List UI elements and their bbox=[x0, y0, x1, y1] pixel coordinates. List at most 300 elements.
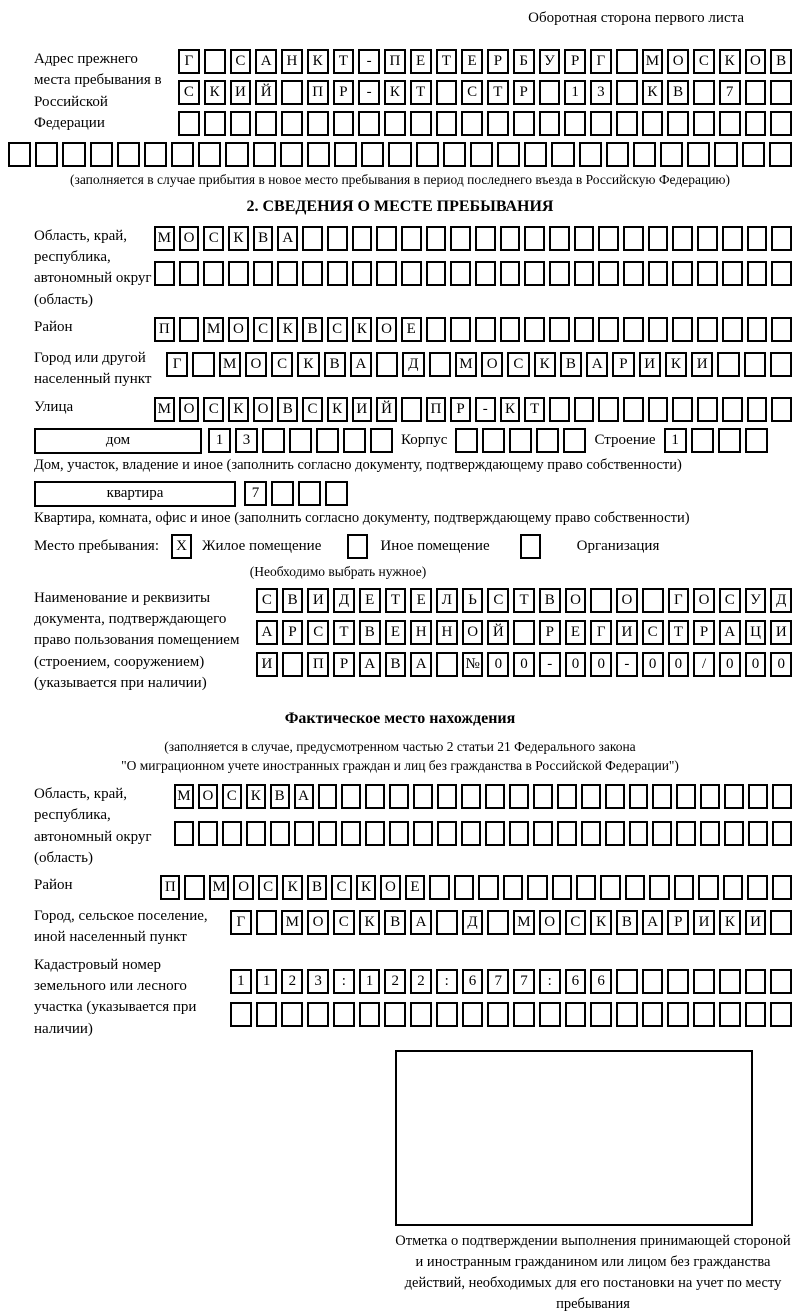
char-cell[interactable]: В bbox=[770, 49, 792, 74]
char-cell[interactable] bbox=[581, 784, 601, 809]
char-cell[interactable] bbox=[478, 875, 498, 900]
char-cell[interactable]: Р bbox=[693, 620, 715, 645]
char-cell[interactable] bbox=[90, 142, 113, 167]
char-cell[interactable] bbox=[461, 784, 481, 809]
char-cell[interactable]: А bbox=[586, 352, 608, 377]
char-cell[interactable]: В bbox=[282, 588, 304, 613]
char-cell[interactable]: Р bbox=[450, 397, 471, 422]
region-row-1[interactable] bbox=[154, 226, 792, 251]
char-cell[interactable] bbox=[719, 111, 741, 136]
char-cell[interactable] bbox=[660, 142, 683, 167]
char-cell[interactable] bbox=[667, 1002, 689, 1027]
char-cell[interactable]: А bbox=[410, 652, 432, 677]
char-cell[interactable] bbox=[623, 317, 644, 342]
char-cell[interactable]: Г bbox=[166, 352, 188, 377]
char-cell[interactable]: И bbox=[770, 620, 792, 645]
char-cell[interactable] bbox=[198, 142, 221, 167]
char-cell[interactable] bbox=[552, 875, 572, 900]
char-cell[interactable] bbox=[747, 317, 768, 342]
char-cell[interactable] bbox=[719, 969, 741, 994]
apartment-number-row[interactable] bbox=[244, 481, 348, 506]
city-row[interactable] bbox=[166, 352, 792, 377]
char-cell[interactable]: Г bbox=[230, 910, 252, 935]
char-cell[interactable]: С bbox=[507, 352, 529, 377]
char-cell[interactable] bbox=[281, 1002, 303, 1027]
char-cell[interactable]: № bbox=[462, 652, 484, 677]
char-cell[interactable]: О bbox=[616, 588, 638, 613]
char-cell[interactable] bbox=[691, 428, 714, 453]
char-cell[interactable]: П bbox=[154, 317, 175, 342]
char-cell[interactable]: С bbox=[307, 620, 329, 645]
char-cell[interactable] bbox=[401, 261, 422, 286]
char-cell[interactable] bbox=[316, 428, 339, 453]
char-cell[interactable] bbox=[674, 875, 694, 900]
char-cell[interactable]: П bbox=[384, 49, 406, 74]
char-cell[interactable] bbox=[280, 142, 303, 167]
char-cell[interactable]: К bbox=[352, 317, 373, 342]
cadastral-row-2[interactable] bbox=[230, 1002, 792, 1027]
char-cell[interactable] bbox=[581, 821, 601, 846]
char-cell[interactable]: Г bbox=[178, 49, 200, 74]
char-cell[interactable] bbox=[745, 111, 767, 136]
char-cell[interactable] bbox=[436, 111, 458, 136]
char-cell[interactable] bbox=[524, 142, 547, 167]
char-cell[interactable] bbox=[772, 784, 792, 809]
char-cell[interactable] bbox=[294, 821, 314, 846]
char-cell[interactable] bbox=[648, 226, 669, 251]
district-row[interactable] bbox=[154, 317, 792, 342]
char-cell[interactable] bbox=[693, 1002, 715, 1027]
char-cell[interactable] bbox=[289, 428, 312, 453]
char-cell[interactable] bbox=[687, 142, 710, 167]
char-cell[interactable] bbox=[598, 397, 619, 422]
char-cell[interactable] bbox=[352, 226, 373, 251]
char-cell[interactable]: Т bbox=[410, 80, 432, 105]
char-cell[interactable] bbox=[401, 226, 422, 251]
char-cell[interactable] bbox=[747, 226, 768, 251]
char-cell[interactable]: С bbox=[256, 588, 278, 613]
char-cell[interactable] bbox=[487, 111, 509, 136]
char-cell[interactable] bbox=[333, 1002, 355, 1027]
char-cell[interactable] bbox=[307, 142, 330, 167]
char-cell[interactable]: 0 bbox=[487, 652, 509, 677]
char-cell[interactable]: К bbox=[228, 397, 249, 422]
char-cell[interactable]: И bbox=[691, 352, 713, 377]
char-cell[interactable]: С bbox=[693, 49, 715, 74]
char-cell[interactable]: Н bbox=[436, 620, 458, 645]
char-cell[interactable] bbox=[256, 1002, 278, 1027]
char-cell[interactable] bbox=[723, 875, 743, 900]
char-cell[interactable]: К bbox=[307, 49, 329, 74]
char-cell[interactable]: О bbox=[462, 620, 484, 645]
char-cell[interactable] bbox=[693, 111, 715, 136]
char-cell[interactable] bbox=[230, 1002, 252, 1027]
char-cell[interactable] bbox=[579, 142, 602, 167]
char-cell[interactable] bbox=[327, 261, 348, 286]
char-cell[interactable]: Е bbox=[461, 49, 483, 74]
char-cell[interactable] bbox=[426, 261, 447, 286]
char-cell[interactable] bbox=[450, 261, 471, 286]
char-cell[interactable] bbox=[500, 261, 521, 286]
char-cell[interactable]: О bbox=[245, 352, 267, 377]
char-cell[interactable]: К bbox=[327, 397, 348, 422]
char-cell[interactable]: К bbox=[228, 226, 249, 251]
char-cell[interactable] bbox=[436, 1002, 458, 1027]
char-cell[interactable] bbox=[376, 261, 397, 286]
char-cell[interactable]: 6 bbox=[565, 969, 587, 994]
char-cell[interactable] bbox=[770, 111, 792, 136]
char-cell[interactable]: Ь bbox=[462, 588, 484, 613]
char-cell[interactable] bbox=[745, 1002, 767, 1027]
char-cell[interactable] bbox=[722, 397, 743, 422]
char-cell[interactable]: В bbox=[667, 80, 689, 105]
char-cell[interactable] bbox=[318, 821, 338, 846]
char-cell[interactable]: К bbox=[277, 317, 298, 342]
char-cell[interactable]: И bbox=[352, 397, 373, 422]
char-cell[interactable] bbox=[413, 784, 433, 809]
char-cell[interactable] bbox=[600, 875, 620, 900]
char-cell[interactable] bbox=[770, 1002, 792, 1027]
char-cell[interactable]: Д bbox=[770, 588, 792, 613]
char-cell[interactable] bbox=[574, 226, 595, 251]
char-cell[interactable]: 7 bbox=[487, 969, 509, 994]
char-cell[interactable] bbox=[500, 317, 521, 342]
char-cell[interactable]: Й bbox=[487, 620, 509, 645]
char-cell[interactable] bbox=[461, 821, 481, 846]
char-cell[interactable] bbox=[590, 111, 612, 136]
char-cell[interactable] bbox=[590, 1002, 612, 1027]
korpus-row[interactable] bbox=[455, 428, 586, 453]
char-cell[interactable]: 0 bbox=[590, 652, 612, 677]
char-cell[interactable] bbox=[717, 352, 739, 377]
char-cell[interactable] bbox=[772, 821, 792, 846]
char-cell[interactable] bbox=[616, 111, 638, 136]
char-cell[interactable] bbox=[436, 910, 458, 935]
char-cell[interactable] bbox=[253, 261, 274, 286]
char-cell[interactable] bbox=[416, 142, 439, 167]
checkbox-organization[interactable] bbox=[520, 534, 541, 559]
char-cell[interactable] bbox=[565, 1002, 587, 1027]
char-cell[interactable]: К bbox=[719, 910, 741, 935]
char-cell[interactable] bbox=[771, 261, 792, 286]
char-cell[interactable] bbox=[277, 261, 298, 286]
char-cell[interactable]: А bbox=[277, 226, 298, 251]
char-cell[interactable]: 2 bbox=[410, 969, 432, 994]
char-cell[interactable]: 6 bbox=[462, 969, 484, 994]
char-cell[interactable]: У bbox=[539, 49, 561, 74]
char-cell[interactable]: К bbox=[297, 352, 319, 377]
actual-city-row[interactable] bbox=[230, 910, 792, 935]
char-cell[interactable] bbox=[117, 142, 140, 167]
char-cell[interactable] bbox=[487, 910, 509, 935]
char-cell[interactable] bbox=[437, 784, 457, 809]
char-cell[interactable] bbox=[513, 1002, 535, 1027]
document-row-2[interactable] bbox=[256, 620, 792, 645]
char-cell[interactable] bbox=[724, 821, 744, 846]
char-cell[interactable]: Т bbox=[668, 620, 690, 645]
char-cell[interactable]: И bbox=[639, 352, 661, 377]
char-cell[interactable] bbox=[549, 317, 570, 342]
char-cell[interactable]: - bbox=[358, 80, 380, 105]
char-cell[interactable]: Д bbox=[333, 588, 355, 613]
char-cell[interactable] bbox=[722, 317, 743, 342]
char-cell[interactable] bbox=[605, 821, 625, 846]
char-cell[interactable]: У bbox=[745, 588, 767, 613]
char-cell[interactable] bbox=[144, 142, 167, 167]
char-cell[interactable] bbox=[536, 428, 559, 453]
char-cell[interactable] bbox=[533, 821, 553, 846]
char-cell[interactable]: М bbox=[174, 784, 194, 809]
char-cell[interactable]: С bbox=[258, 875, 278, 900]
char-cell[interactable]: 0 bbox=[719, 652, 741, 677]
char-cell[interactable] bbox=[524, 261, 545, 286]
char-cell[interactable] bbox=[606, 142, 629, 167]
char-cell[interactable]: Р bbox=[333, 80, 355, 105]
char-cell[interactable] bbox=[714, 142, 737, 167]
char-cell[interactable] bbox=[307, 111, 329, 136]
char-cell[interactable] bbox=[770, 910, 792, 935]
char-cell[interactable] bbox=[672, 261, 693, 286]
char-cell[interactable] bbox=[376, 226, 397, 251]
char-cell[interactable]: 0 bbox=[745, 652, 767, 677]
char-cell[interactable] bbox=[450, 226, 471, 251]
char-cell[interactable] bbox=[524, 317, 545, 342]
char-cell[interactable]: В bbox=[253, 226, 274, 251]
char-cell[interactable]: М bbox=[209, 875, 229, 900]
char-cell[interactable] bbox=[770, 352, 792, 377]
char-cell[interactable] bbox=[748, 821, 768, 846]
char-cell[interactable]: В bbox=[560, 352, 582, 377]
char-cell[interactable] bbox=[598, 261, 619, 286]
char-cell[interactable] bbox=[551, 142, 574, 167]
char-cell[interactable]: Е bbox=[385, 620, 407, 645]
char-cell[interactable] bbox=[500, 226, 521, 251]
char-cell[interactable]: Г bbox=[668, 588, 690, 613]
char-cell[interactable] bbox=[642, 1002, 664, 1027]
char-cell[interactable]: К bbox=[590, 910, 612, 935]
char-cell[interactable]: В bbox=[359, 620, 381, 645]
char-cell[interactable] bbox=[747, 397, 768, 422]
char-cell[interactable]: К bbox=[246, 784, 266, 809]
char-cell[interactable] bbox=[769, 142, 792, 167]
char-cell[interactable]: Р bbox=[539, 620, 561, 645]
char-cell[interactable] bbox=[672, 317, 693, 342]
char-cell[interactable] bbox=[590, 588, 612, 613]
char-cell[interactable] bbox=[745, 969, 767, 994]
char-cell[interactable]: К bbox=[500, 397, 521, 422]
char-cell[interactable]: А bbox=[642, 910, 664, 935]
char-cell[interactable] bbox=[616, 80, 638, 105]
char-cell[interactable]: С bbox=[271, 352, 293, 377]
char-cell[interactable]: Т bbox=[487, 80, 509, 105]
char-cell[interactable]: / bbox=[693, 652, 715, 677]
char-cell[interactable] bbox=[616, 49, 638, 74]
char-cell[interactable]: Р bbox=[564, 49, 586, 74]
char-cell[interactable] bbox=[475, 226, 496, 251]
char-cell[interactable]: В bbox=[277, 397, 298, 422]
char-cell[interactable]: Г bbox=[590, 49, 612, 74]
char-cell[interactable]: 0 bbox=[668, 652, 690, 677]
char-cell[interactable]: - bbox=[539, 652, 561, 677]
char-cell[interactable] bbox=[771, 397, 792, 422]
char-cell[interactable]: П bbox=[160, 875, 180, 900]
char-cell[interactable]: Й bbox=[255, 80, 277, 105]
char-cell[interactable] bbox=[436, 80, 458, 105]
char-cell[interactable]: О bbox=[179, 397, 200, 422]
char-cell[interactable]: 7 bbox=[719, 80, 741, 105]
char-cell[interactable]: Д bbox=[402, 352, 424, 377]
char-cell[interactable] bbox=[282, 652, 304, 677]
char-cell[interactable] bbox=[179, 261, 200, 286]
char-cell[interactable] bbox=[667, 969, 689, 994]
char-cell[interactable]: 3 bbox=[590, 80, 612, 105]
document-row-1[interactable] bbox=[256, 588, 792, 613]
char-cell[interactable]: С bbox=[333, 910, 355, 935]
char-cell[interactable]: М bbox=[219, 352, 241, 377]
char-cell[interactable]: О bbox=[667, 49, 689, 74]
char-cell[interactable] bbox=[271, 481, 294, 506]
char-cell[interactable]: 3 bbox=[235, 428, 258, 453]
char-cell[interactable]: : bbox=[333, 969, 355, 994]
char-cell[interactable] bbox=[648, 317, 669, 342]
char-cell[interactable]: 0 bbox=[642, 652, 664, 677]
char-cell[interactable]: Ц bbox=[745, 620, 767, 645]
char-cell[interactable]: В bbox=[539, 588, 561, 613]
char-cell[interactable] bbox=[384, 111, 406, 136]
char-cell[interactable]: А bbox=[350, 352, 372, 377]
char-cell[interactable]: Т bbox=[436, 49, 458, 74]
char-cell[interactable]: Т bbox=[513, 588, 535, 613]
char-cell[interactable] bbox=[697, 317, 718, 342]
char-cell[interactable] bbox=[179, 317, 200, 342]
char-cell[interactable] bbox=[503, 875, 523, 900]
char-cell[interactable] bbox=[598, 317, 619, 342]
char-cell[interactable]: М bbox=[455, 352, 477, 377]
char-cell[interactable]: - bbox=[475, 397, 496, 422]
apartment-type-box[interactable]: квартира bbox=[34, 481, 236, 507]
char-cell[interactable] bbox=[748, 784, 768, 809]
char-cell[interactable] bbox=[527, 875, 547, 900]
char-cell[interactable] bbox=[401, 397, 422, 422]
char-cell[interactable]: : bbox=[539, 969, 561, 994]
char-cell[interactable] bbox=[549, 226, 570, 251]
char-cell[interactable] bbox=[539, 1002, 561, 1027]
char-cell[interactable] bbox=[724, 784, 744, 809]
char-cell[interactable] bbox=[747, 261, 768, 286]
char-cell[interactable] bbox=[557, 821, 577, 846]
char-cell[interactable] bbox=[255, 111, 277, 136]
char-cell[interactable]: С bbox=[230, 49, 252, 74]
char-cell[interactable] bbox=[341, 784, 361, 809]
char-cell[interactable]: Т bbox=[385, 588, 407, 613]
char-cell[interactable] bbox=[633, 142, 656, 167]
char-cell[interactable]: Н bbox=[410, 620, 432, 645]
stroenie-row[interactable] bbox=[664, 428, 768, 453]
char-cell[interactable]: К bbox=[282, 875, 302, 900]
char-cell[interactable]: - bbox=[358, 49, 380, 74]
char-cell[interactable] bbox=[429, 352, 451, 377]
char-cell[interactable] bbox=[361, 142, 384, 167]
char-cell[interactable]: С bbox=[461, 80, 483, 105]
char-cell[interactable] bbox=[700, 821, 720, 846]
char-cell[interactable]: О bbox=[380, 875, 400, 900]
char-cell[interactable]: Р bbox=[667, 910, 689, 935]
char-cell[interactable] bbox=[352, 261, 373, 286]
char-cell[interactable]: С bbox=[642, 620, 664, 645]
char-cell[interactable]: 1 bbox=[256, 969, 278, 994]
char-cell[interactable] bbox=[389, 821, 409, 846]
char-cell[interactable] bbox=[388, 142, 411, 167]
char-cell[interactable] bbox=[539, 80, 561, 105]
char-cell[interactable] bbox=[62, 142, 85, 167]
char-cell[interactable]: К bbox=[204, 80, 226, 105]
char-cell[interactable]: О bbox=[481, 352, 503, 377]
char-cell[interactable]: Р bbox=[487, 49, 509, 74]
char-cell[interactable]: 7 bbox=[513, 969, 535, 994]
char-cell[interactable] bbox=[370, 428, 393, 453]
house-number-row[interactable] bbox=[208, 428, 393, 453]
char-cell[interactable] bbox=[605, 784, 625, 809]
char-cell[interactable]: О bbox=[745, 49, 767, 74]
char-cell[interactable] bbox=[623, 397, 644, 422]
char-cell[interactable] bbox=[307, 1002, 329, 1027]
char-cell[interactable] bbox=[470, 142, 493, 167]
char-cell[interactable] bbox=[203, 261, 224, 286]
char-cell[interactable]: И bbox=[256, 652, 278, 677]
char-cell[interactable] bbox=[462, 1002, 484, 1027]
char-cell[interactable] bbox=[270, 821, 290, 846]
char-cell[interactable]: Е bbox=[401, 317, 422, 342]
char-cell[interactable]: 1 bbox=[564, 80, 586, 105]
char-cell[interactable] bbox=[549, 397, 570, 422]
prev-address-row-2[interactable] bbox=[178, 80, 792, 105]
char-cell[interactable] bbox=[450, 317, 471, 342]
actual-district-row[interactable] bbox=[160, 875, 792, 900]
char-cell[interactable]: И bbox=[745, 910, 767, 935]
char-cell[interactable] bbox=[341, 821, 361, 846]
char-cell[interactable] bbox=[246, 821, 266, 846]
char-cell[interactable]: Е bbox=[565, 620, 587, 645]
char-cell[interactable] bbox=[8, 142, 31, 167]
char-cell[interactable]: Б bbox=[513, 49, 535, 74]
char-cell[interactable] bbox=[333, 111, 355, 136]
char-cell[interactable]: И bbox=[307, 588, 329, 613]
char-cell[interactable] bbox=[652, 784, 672, 809]
char-cell[interactable]: 6 bbox=[590, 969, 612, 994]
char-cell[interactable]: М bbox=[154, 226, 175, 251]
char-cell[interactable] bbox=[629, 821, 649, 846]
char-cell[interactable] bbox=[513, 111, 535, 136]
char-cell[interactable] bbox=[747, 875, 767, 900]
char-cell[interactable] bbox=[192, 352, 214, 377]
cadastral-row-1[interactable] bbox=[230, 969, 792, 994]
char-cell[interactable] bbox=[648, 261, 669, 286]
char-cell[interactable]: Е bbox=[405, 875, 425, 900]
char-cell[interactable]: А bbox=[410, 910, 432, 935]
char-cell[interactable] bbox=[722, 226, 743, 251]
char-cell[interactable]: И bbox=[616, 620, 638, 645]
char-cell[interactable]: 1 bbox=[230, 969, 252, 994]
char-cell[interactable] bbox=[574, 317, 595, 342]
char-cell[interactable]: М bbox=[513, 910, 535, 935]
region-row-2[interactable] bbox=[154, 261, 792, 286]
char-cell[interactable] bbox=[376, 352, 398, 377]
char-cell[interactable] bbox=[436, 652, 458, 677]
char-cell[interactable]: О bbox=[253, 397, 274, 422]
char-cell[interactable]: С bbox=[327, 317, 348, 342]
char-cell[interactable] bbox=[509, 784, 529, 809]
char-cell[interactable] bbox=[564, 111, 586, 136]
